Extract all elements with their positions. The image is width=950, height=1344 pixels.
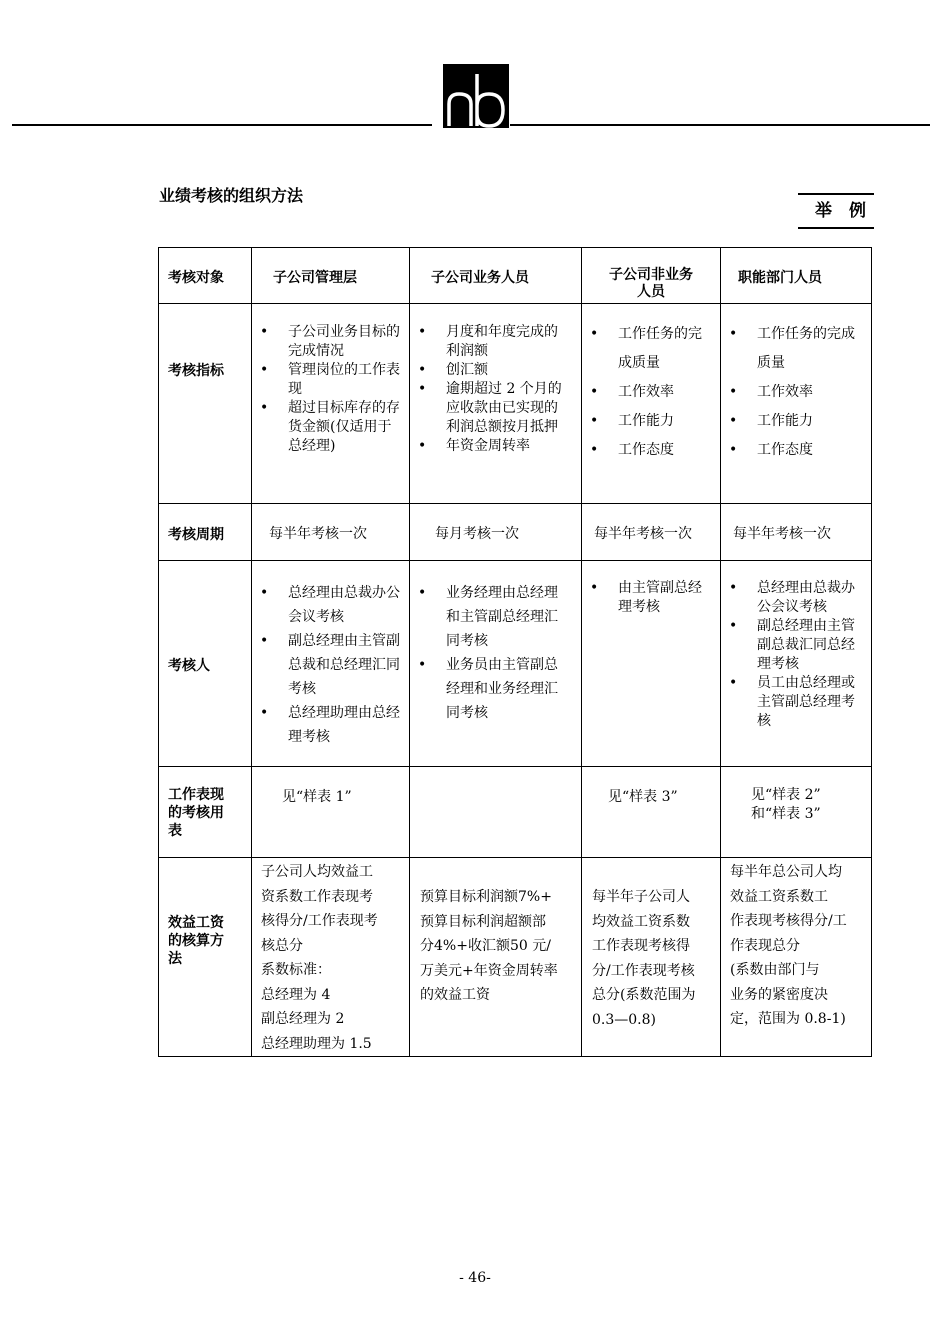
list-item: • 副总经理由主管副总裁和总经理汇同考核 <box>252 629 403 701</box>
assessor-list-management <box>252 581 403 749</box>
list-item: • 月度和年度完成的利润额 <box>410 323 569 361</box>
list-item: • 创汇额 <box>410 361 569 380</box>
list-item: • 副总经理由主管副总裁汇同总经理考核 <box>721 617 859 674</box>
pay-line: 工作表现考核得 <box>592 938 690 954</box>
pay-line: 作表现考核得分/工 <box>730 913 847 929</box>
list-item: • 工作效率 <box>721 378 857 407</box>
list-item: • 工作任务的完成质量 <box>582 320 704 378</box>
header-rule-right <box>510 124 930 126</box>
forms-functional-line: 和“样表 3” <box>751 806 821 822</box>
assessor-list-nonsales <box>582 579 706 617</box>
pay-line: 0.3—0.8) <box>592 1011 656 1028</box>
forms-management: 见“样表 1” <box>252 767 410 858</box>
list-item: • 超过目标库存的存货金额(仅适用于总经理) <box>252 399 403 456</box>
page-number: - 46- <box>459 1270 491 1286</box>
page-title: 业绩考核的组织方法 <box>159 186 304 205</box>
list-item: • 工作态度 <box>582 436 704 465</box>
list-item: • 业务员由主管副总经理和业务经理汇同考核 <box>410 653 567 725</box>
pay-line: 预算目标利润额7%+ <box>420 889 552 905</box>
row-label: 效益工资的核算方法 <box>159 858 252 1057</box>
col-header-sales-staff: 子公司业务人员 <box>410 248 582 304</box>
row-pay <box>159 858 872 1057</box>
list-item: • 管理岗位的工作表现 <box>252 361 403 399</box>
assessment-table <box>158 247 872 1057</box>
col-header-nonsales-staff: 子公司非业务人员 <box>582 248 721 304</box>
forms-functional <box>721 767 872 858</box>
pay-line: 效益工资系数工 <box>730 888 828 905</box>
pay-line: 总经理为 4 <box>261 986 331 1003</box>
pay-line: 预算目标利润超额部 <box>420 913 546 930</box>
pay-line: 分/工作表现考核 <box>592 962 695 979</box>
pay-line: 均效益工资系数 <box>592 913 690 930</box>
list-item: • 业务经理由总经理和主管副总经理汇同考核 <box>410 581 567 653</box>
list-item: • 逾期超过 2 个月的应收款由已实现的利润总额按月抵押 <box>410 380 569 437</box>
row-forms <box>159 767 872 858</box>
cycle-functional: 每半年考核一次 <box>721 504 872 561</box>
list-item: • 工作能力 <box>582 407 704 436</box>
row-assessor <box>159 561 872 767</box>
forms-nonsales: 见“样表 3” <box>582 767 721 858</box>
row-cycle <box>159 504 872 561</box>
pay-line: 总分(系数范围为 <box>592 987 696 1003</box>
example-label: 举 例 <box>798 193 874 229</box>
row-indicators <box>159 304 872 504</box>
pay-management <box>252 858 410 1057</box>
list-item: • 工作态度 <box>721 436 857 465</box>
row-label: 考核周期 <box>159 504 252 561</box>
pay-line: 业务的紧密度决 <box>730 986 828 1003</box>
pay-line: 资系数工作表现考 <box>261 888 373 905</box>
cycle-sales: 每月考核一次 <box>410 504 582 561</box>
forms-functional-line: 见“样表 2” <box>751 787 821 803</box>
assessor-list-sales <box>410 581 567 725</box>
list-item: • 工作效率 <box>582 378 704 407</box>
list-item: • 总经理由总裁办公会议考核 <box>252 581 403 629</box>
list-item: • 工作任务的完成质量 <box>721 320 857 378</box>
list-item: • 由主管副总经理考核 <box>582 579 706 617</box>
pay-sales <box>410 858 582 1057</box>
indicator-list-sales <box>410 323 569 456</box>
col-header-functional-staff: 职能部门人员 <box>721 248 872 304</box>
list-item: • 总经理由总裁办公会议考核 <box>721 579 859 617</box>
forms-sales <box>410 767 582 858</box>
pay-line: 万美元+年资金周转率 <box>420 962 558 979</box>
indicator-list-management <box>252 323 403 456</box>
pay-line: 定，范围为 0.8-1) <box>730 1011 846 1027</box>
pay-line: 作表现总分 <box>730 937 800 954</box>
list-item: • 年资金周转率 <box>410 437 569 456</box>
indicator-list-nonsales <box>582 320 704 465</box>
row-label: 工作表现的考核用表 <box>159 767 252 858</box>
cycle-nonsales: 每半年考核一次 <box>582 504 721 561</box>
pay-line: 总经理助理为 1.5 <box>261 1035 372 1052</box>
pay-line: 分4%+收汇额50 元/ <box>420 938 551 954</box>
col-header-target: 考核对象 <box>159 248 252 304</box>
list-item: • 员工由总经理或主管副总经理考核 <box>721 674 859 731</box>
pay-line: 子公司人均效益工 <box>261 864 373 880</box>
table-header-row <box>159 248 872 304</box>
pay-line: 的效益工资 <box>420 987 490 1003</box>
pay-line: 核得分/工作表现考 <box>261 913 378 929</box>
header-rule-left <box>12 124 432 126</box>
pay-line: (系数由部门与 <box>730 962 820 978</box>
row-label: 考核人 <box>159 561 252 767</box>
company-logo <box>443 64 509 128</box>
pay-line: 每半年总公司人均 <box>730 864 842 880</box>
list-item: • 子公司业务目标的完成情况 <box>252 323 403 361</box>
list-item: • 工作能力 <box>721 407 857 436</box>
pay-line: 系数标准： <box>261 962 331 978</box>
pay-line: 每半年子公司人 <box>592 889 690 905</box>
pay-nonsales <box>582 858 721 1057</box>
pay-line: 副总经理为 2 <box>261 1011 345 1027</box>
pay-functional <box>721 858 872 1057</box>
row-label: 考核指标 <box>159 304 252 504</box>
col-header-management: 子公司管理层 <box>252 248 410 304</box>
indicator-list-functional <box>721 320 857 465</box>
list-item: • 总经理助理由总经理考核 <box>252 701 403 749</box>
cycle-management: 每半年考核一次 <box>252 504 410 561</box>
assessor-list-functional <box>721 579 859 731</box>
pay-line: 核总分 <box>261 937 303 954</box>
